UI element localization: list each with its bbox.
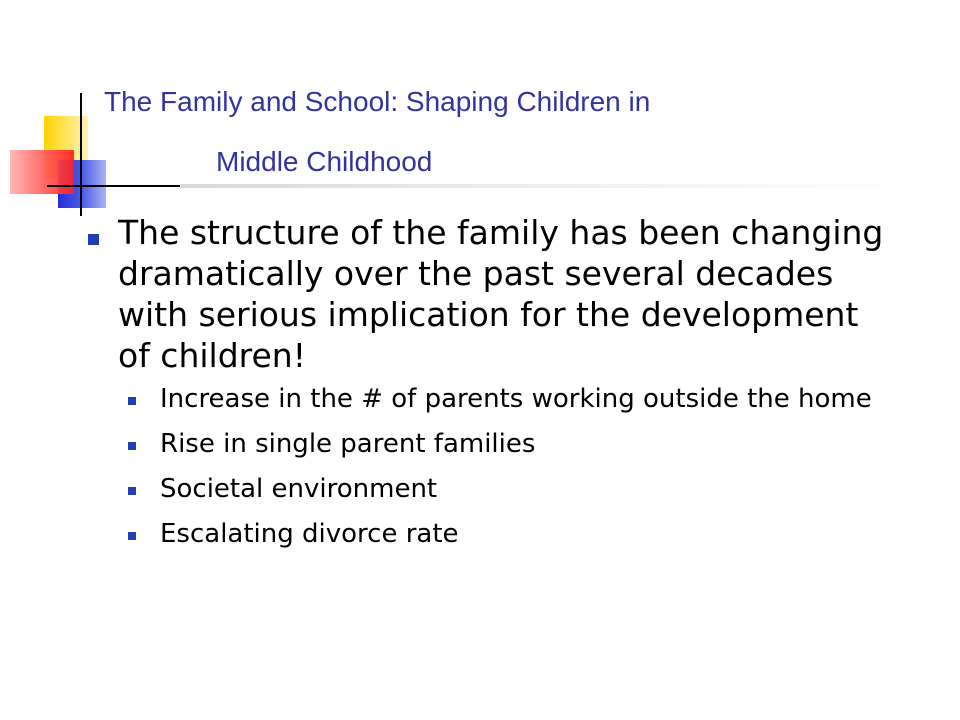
sub-bullet-text: Rise in single parent families	[160, 429, 536, 459]
sub-bullet-text: Increase in the # of parents working outside the home	[160, 384, 872, 414]
sub-bullet	[128, 384, 888, 415]
sub-bullet	[128, 519, 888, 550]
square-bullet-icon	[128, 397, 136, 405]
square-bullet-icon	[128, 487, 136, 495]
square-bullet-icon	[128, 442, 136, 450]
sub-bullet-list	[88, 384, 888, 550]
slide-body	[88, 212, 888, 564]
main-bullet	[88, 212, 888, 376]
main-bullet-text: The structure of the family has been changing dramatically over the past several decades with serious implication for the development of children!	[118, 213, 884, 375]
sub-bullet-text: Societal environment	[160, 474, 438, 504]
title-line-2: Middle Childhood	[216, 146, 433, 177]
sub-bullet	[128, 429, 888, 460]
square-bullet-icon	[88, 234, 99, 245]
slide-title	[0, 72, 960, 192]
square-bullet-icon	[128, 532, 136, 540]
title-line-1: The Family and School: Shaping Children in	[104, 86, 651, 117]
sub-bullet-text: Escalating divorce rate	[160, 519, 459, 549]
sub-bullet	[128, 474, 888, 505]
